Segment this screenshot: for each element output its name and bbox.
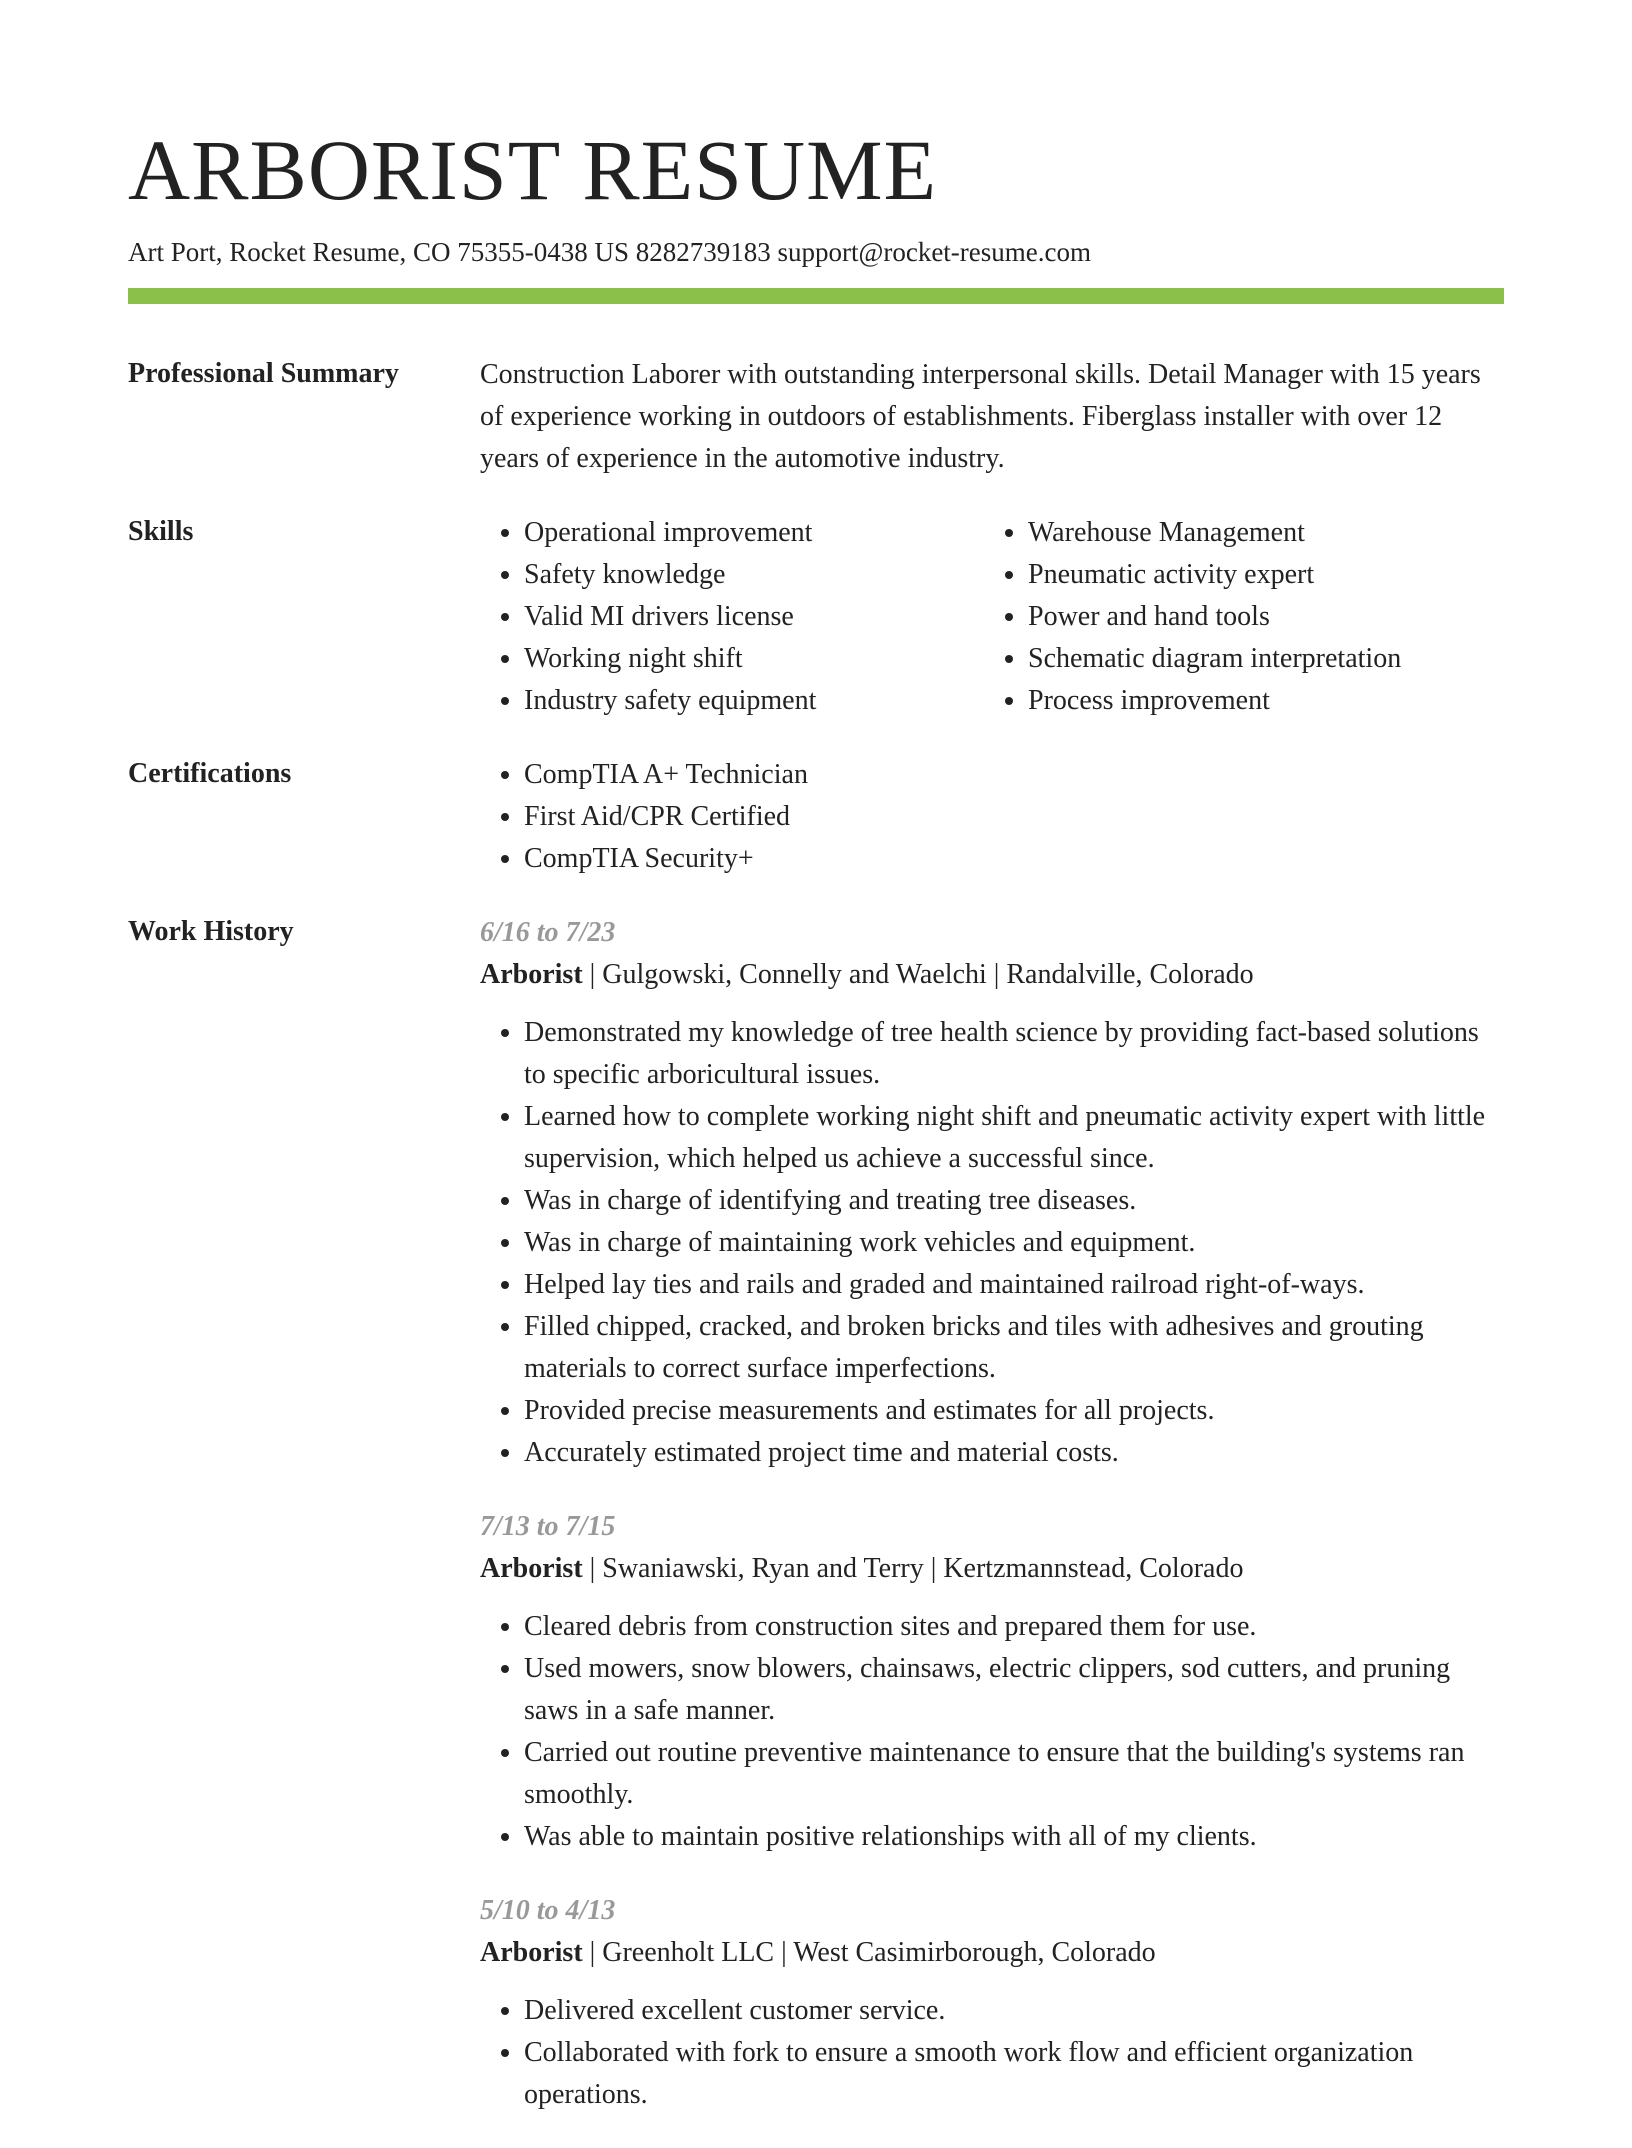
job-bullet: • Provided precise measurements and estimates for all projects.: [524, 1390, 1504, 1432]
job-bullets: [480, 1990, 1504, 2116]
skill-item: • Schematic diagram interpretation: [1028, 638, 1488, 680]
job-bullet: • Delivered excellent customer service.: [524, 1990, 1504, 2032]
accent-divider: [128, 288, 1504, 304]
job-entry: [480, 1890, 1504, 2116]
job-bullet: • Cleared debris from construction sites and prepared them for use.: [524, 1606, 1504, 1648]
job-bullet: • Filled chipped, cracked, and broken bricks and tiles with adhesives and grouting materials to correct surface imperfections.: [524, 1306, 1504, 1390]
job-bullet: • Was in charge of maintaining work vehicles and equipment.: [524, 1222, 1504, 1264]
contact-email: support@rocket-resume.com: [777, 237, 1092, 267]
job-dates: 6/16 to 7/23: [480, 917, 616, 948]
skill-item: • Valid MI drivers license: [524, 596, 984, 638]
job-bullet: • Was in charge of identifying and treating tree diseases.: [524, 1180, 1504, 1222]
job-bullet: • Accurately estimated project time and material costs.: [524, 1432, 1504, 1474]
skill-item: • Industry safety equipment: [524, 680, 984, 722]
job-heading: [480, 1932, 1504, 1974]
skills-column-2: [984, 512, 1488, 722]
certifications-section: [128, 754, 1504, 880]
job-title: Arborist: [480, 959, 583, 990]
job-bullet: • Collaborated with fork to ensure a smooth work flow and efficient organization operations.: [524, 2032, 1504, 2116]
summary-section: [128, 354, 1504, 480]
skill-item: • Process improvement: [1028, 680, 1488, 722]
skill-item: • Working night shift: [524, 638, 984, 680]
skill-item: • Pneumatic activity expert: [1028, 554, 1488, 596]
certifications-list: [480, 754, 1504, 880]
certification-item: • First Aid/CPR Certified: [524, 796, 1504, 838]
job-entry: [480, 912, 1504, 1474]
job-bullets: [480, 1012, 1504, 1474]
skill-item: • Operational improvement: [524, 512, 984, 554]
job-bullet: • Carried out routine preventive maintenance to ensure that the building's systems ran smoothly.: [524, 1732, 1504, 1816]
summary-text: Construction Laborer with outstanding interpersonal skills. Detail Manager with 15 years of experience working in outdoors of establishments. Fiberglass installer with over 12 years of experience in the automotive industry.: [480, 359, 1481, 474]
job-bullet: • Used mowers, snow blowers, chainsaws, electric clippers, sod cutters, and pruning saws in a safe manner.: [524, 1648, 1504, 1732]
certification-item: • CompTIA A+ Technician: [524, 754, 1504, 796]
job-heading: [480, 1548, 1504, 1590]
job-heading: [480, 954, 1504, 996]
job-bullet: • Learned how to complete working night shift and pneumatic activity expert with little supervision, which helped us achieve a successful since.: [524, 1096, 1504, 1180]
job-entry: [480, 1506, 1504, 1858]
job-dates: 5/10 to 4/13: [480, 1895, 616, 1926]
skill-item: • Power and hand tools: [1028, 596, 1488, 638]
job-bullet: • Demonstrated my knowledge of tree health science by providing fact-based solutions to specific arboricultural issues.: [524, 1012, 1504, 1096]
work-history-label: Work History: [128, 916, 294, 947]
job-title: Arborist: [480, 1553, 583, 1584]
skill-item: • Warehouse Management: [1028, 512, 1488, 554]
summary-label: Professional Summary: [128, 358, 399, 389]
skills-label: Skills: [128, 516, 194, 547]
job-employer-location: | Swaniawski, Ryan and Terry | Kertzmannstead, Colorado: [582, 1553, 1244, 1584]
work-history-section: [128, 912, 1504, 2148]
contact-phone: 8282739183: [635, 237, 771, 267]
job-bullet: • Helped lay ties and rails and graded and maintained railroad right-of-ways.: [524, 1264, 1504, 1306]
job-employer-location: | Greenholt LLC | West Casimirborough, Colorado: [582, 1937, 1156, 1968]
job-bullet: • Was able to maintain positive relationships with all of my clients.: [524, 1816, 1504, 1858]
job-employer-location: | Gulgowski, Connelly and Waelchi | Randalville, Colorado: [582, 959, 1254, 990]
certifications-label: Certifications: [128, 758, 292, 789]
job-dates: 7/13 to 7/15: [480, 1511, 616, 1542]
skills-column-1: [480, 512, 984, 722]
certification-item: • CompTIA Security+: [524, 838, 1504, 880]
skills-section: [128, 512, 1504, 722]
job-bullets: [480, 1606, 1504, 1858]
job-title: Arborist: [480, 1937, 583, 1968]
skill-item: • Safety knowledge: [524, 554, 984, 596]
resume-title: ARBORIST RESUME: [128, 122, 938, 218]
contact-line: [128, 232, 1504, 272]
contact-address: Art Port, Rocket Resume, CO 75355-0438 US: [128, 237, 629, 267]
